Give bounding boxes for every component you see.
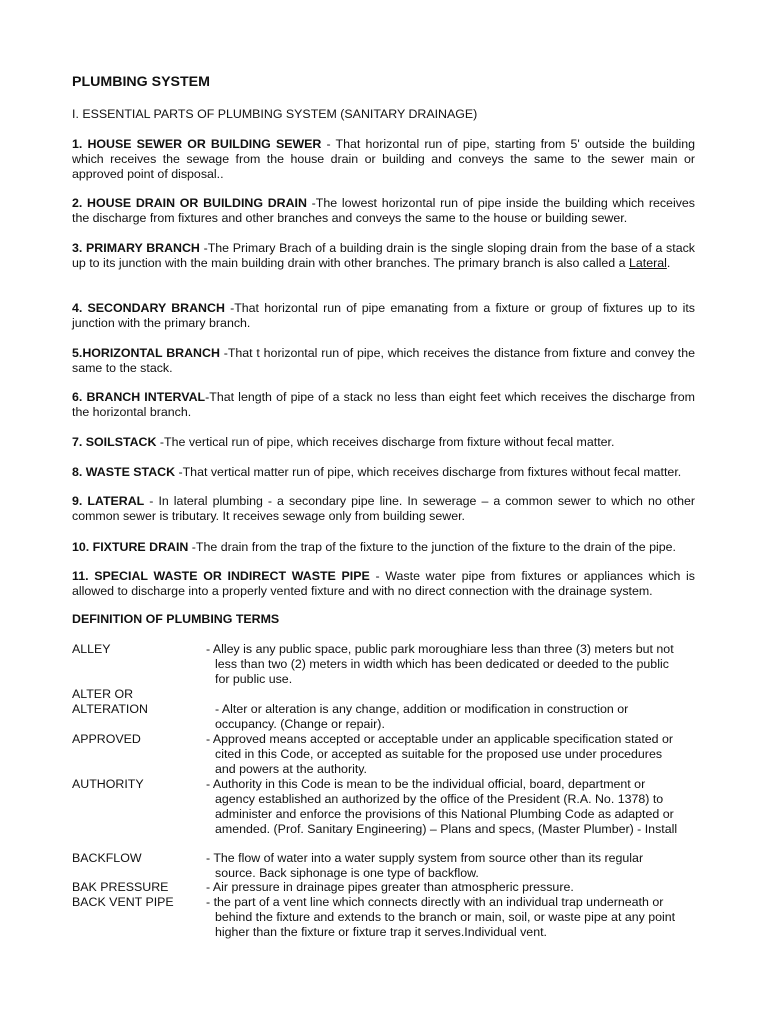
- part-text: - Waste water pipe from fixtures or appliances which is allowed to discharge into a properly vented fixture and with no direct connection with the drainage system.: [72, 569, 695, 598]
- part-2: [72, 196, 695, 226]
- part-text: -That t horizontal run of pipe, which receives the distance from fixture and convey the same to the stack.: [72, 346, 695, 375]
- part-heading: 3. PRIMARY BRANCH: [72, 241, 200, 255]
- part-4: [72, 301, 695, 331]
- part-heading: 6. BRANCH INTERVAL: [72, 390, 206, 404]
- part-7: [72, 435, 695, 450]
- definition-term: ALTER OR ALTERATION: [72, 687, 148, 716]
- definition-text: - Air pressure in drainage pipes greater than atmospheric pressure.: [206, 880, 574, 894]
- part-text: - In lateral plumbing - a secondary pipe line. In sewerage – a common sewer to which no other common sewer is tributary. It receives sewage only from building sewer.: [72, 494, 696, 523]
- part-1: [72, 137, 695, 182]
- section-subtitle: I. ESSENTIAL PARTS OF PLUMBING SYSTEM (SANITARY DRAINAGE): [72, 107, 478, 121]
- part-text: -The drain from the trap of the fixture to the junction of the fixture to the drain of the pipe.: [188, 540, 676, 554]
- part-heading: 10. FIXTURE DRAIN: [72, 540, 189, 554]
- part-text: -That vertical matter run of pipe, which receives discharge from fixtures without fecal matter.: [175, 465, 682, 479]
- definition-term: BAK PRESSURE: [72, 880, 169, 894]
- part-heading: 2. HOUSE DRAIN OR BUILDING DRAIN: [72, 196, 307, 210]
- page-title: PLUMBING SYSTEM: [72, 74, 210, 90]
- part-11: [72, 569, 695, 599]
- definition-text: - Alley is any public space, public park moroughiare less than three (3) meters but not less than two (2) meters in width which has been dedicated or deeded to the public for public use.: [206, 642, 674, 686]
- part-3: [72, 241, 695, 271]
- part-6: [72, 390, 695, 420]
- part-text: -That length of pipe of a stack no less than eight feet which receives the discharge from the horizontal branch.: [72, 390, 695, 419]
- part-9: [72, 494, 695, 524]
- part-heading: 5.HORIZONTAL BRANCH: [72, 346, 220, 360]
- part-underlined-term: Lateral: [628, 256, 667, 270]
- part-heading: 9. LATERAL: [72, 494, 145, 508]
- part-text: -That horizontal run of pipe emanating from a fixture or group of fixtures up to its junction with the primary branch.: [72, 301, 695, 330]
- part-heading: 11. SPECIAL WASTE OR INDIRECT WASTE PIPE: [72, 569, 370, 583]
- part-heading: 4. SECONDARY BRANCH: [72, 301, 225, 315]
- part-tail: .: [666, 256, 671, 270]
- part-heading: 1. HOUSE SEWER OR BUILDING SEWER: [72, 137, 322, 151]
- part-5: [72, 346, 695, 376]
- part-text: -The lowest horizontal run of pipe inside the building which receives the discharge from fixtures and other branches and conveys the same to the house or building sewer.: [72, 196, 695, 225]
- definition-term: APPROVED: [72, 732, 141, 746]
- definition-text: - Alter or alteration is any change, addition or modification in construction or occupancy. (Change or repair).: [215, 702, 629, 731]
- part-text: -The vertical run of pipe, which receives discharge from fixture without fecal matter.: [156, 435, 615, 449]
- definition-text: - Approved means accepted or acceptable under an applicable specification stated or cited in this Code, or accepted as suitable for the proposed use under procedures and powers at the authority.: [206, 732, 674, 776]
- part-10: [72, 540, 695, 555]
- definition-term: BACK VENT PIPE: [72, 895, 174, 909]
- definition-term: BACKFLOW: [72, 851, 142, 865]
- part-text: -The Primary Brach of a building drain is the single sloping drain from the base of a stack up to its junction with the main building drain with other branches. The primary branch is also called a: [72, 241, 695, 270]
- part-text: - That horizontal run of pipe, starting from 5' outside the building which receives the sewage from the house drain or building and conveys the same to the sewer main or approved point of disposal..: [72, 137, 696, 181]
- part-heading: 7. SOILSTACK: [72, 435, 157, 449]
- part-8: [72, 465, 695, 480]
- definitions-heading: DEFINITION OF PLUMBING TERMS: [72, 612, 280, 626]
- definition-text: - Authority in this Code is mean to be the individual official, board, department or agency established an authorized by the office of the President (R.A. No. 1378) to administer and enforce the provisions of this National Plumbing Code as adapted or amended. (Prof. Sanitary Engineering) – Plans and specs, (Master Plumber) - Install: [206, 777, 678, 836]
- definition-text: - The flow of water into a water supply system from source other than its regular source. Back siphonage is one type of backflow.: [206, 851, 644, 880]
- definition-term: ALLEY: [72, 642, 111, 656]
- definition-text: - the part of a vent line which connects directly with an individual trap underneath or behind the fixture and extends to the branch or main, soil, or waste pipe at any point higher than the fixture or fixture trap it serves.Individual vent.: [206, 895, 676, 939]
- part-heading: 8. WASTE STACK: [72, 465, 176, 479]
- definition-term: AUTHORITY: [72, 777, 144, 791]
